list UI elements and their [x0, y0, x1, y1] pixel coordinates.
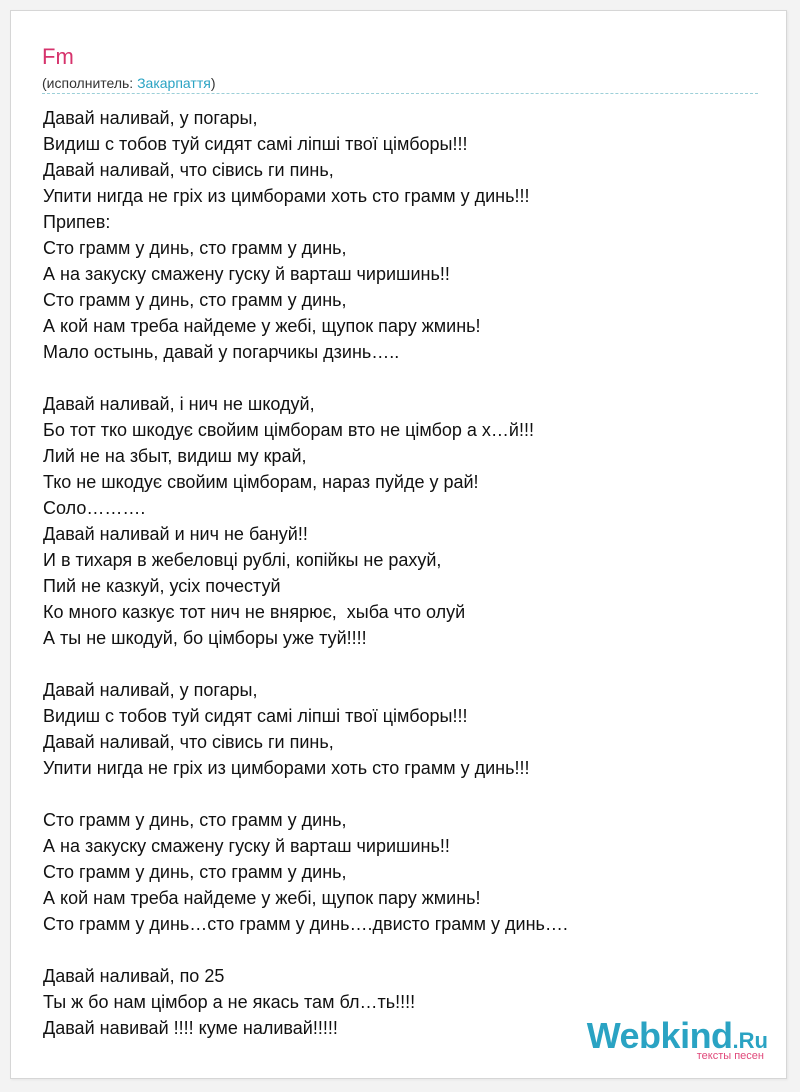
lyric-line: А ты не шкодуй, бо цімборы уже туй!!!! — [43, 628, 367, 648]
lyric-line: Сто грамм у динь, сто грамм у динь, — [43, 238, 347, 258]
lyric-line: Тко не шкодує свойим цімборам, нараз пуйде у рай! — [43, 472, 479, 492]
logo-tagline: тексты песен — [696, 1050, 764, 1062]
logo-wordmark: Webkind — [586, 1015, 733, 1056]
lyric-line: И в тихаря в жебеловці рублі, копійкы не рахуй, — [43, 550, 442, 570]
lyric-line: Лий не на збыт, видиш му край, — [43, 446, 307, 466]
lyric-blank-line — [43, 781, 773, 807]
lyric-line: Давай наливай, что сівись ги пинь, — [43, 160, 334, 180]
lyric-line: Давай наливай, і нич не шкодуй, — [43, 394, 315, 414]
lyric-line: Упити нигда не гріх из цимборами хоть сто грамм у динь!!! — [43, 186, 530, 206]
lyric-blank-line — [43, 651, 773, 677]
lyric-line: Сто грамм у динь, сто грамм у динь, — [43, 862, 347, 882]
site-logo[interactable] — [586, 1015, 768, 1062]
lyric-line: Давай наливай, что сівись ги пинь, — [43, 732, 334, 752]
lyric-line: Видиш с тобов туй сидят самі ліпші твої цімборы!!! — [43, 706, 468, 726]
lyric-line: А на закуску смажену гуску й варташ чиришинь!! — [43, 264, 450, 284]
artist-suffix: ) — [210, 75, 216, 91]
lyric-line: Давай наливай и нич не бануй!! — [43, 524, 308, 544]
lyric-blank-line — [43, 937, 773, 963]
lyric-line: Давай наливай, у погары, — [43, 108, 258, 128]
lyric-line: Давай наливай, по 25 — [43, 966, 225, 986]
lyric-line: Сто грамм у динь…сто грамм у динь….двисто грамм у динь…. — [43, 914, 568, 934]
lyrics-body — [43, 105, 773, 1041]
lyric-line: А кой нам треба найдеме у жебі, щупок пару жминь! — [43, 888, 481, 908]
artist-line — [42, 74, 215, 92]
logo-domain: .Ru — [732, 1028, 768, 1053]
lyric-line: Упити нигда не гріх из цимборами хоть сто грамм у динь!!! — [43, 758, 530, 778]
artist-link[interactable]: Закарпаття — [137, 75, 211, 91]
lyric-line: А на закуску смажену гуску й варташ чиришинь!! — [43, 836, 450, 856]
lyric-line: Сто грамм у динь, сто грамм у динь, — [43, 810, 347, 830]
lyric-line: Ко много казкує тот нич не внярює, хыба что олуй — [43, 602, 466, 622]
song-title: Fm — [42, 44, 74, 69]
dashed-divider — [42, 93, 758, 94]
lyric-line: Сто грамм у динь, сто грамм у динь, — [43, 290, 347, 310]
artist-prefix: (исполнитель: — [42, 75, 138, 91]
lyric-blank-line — [43, 365, 773, 391]
lyric-line: Давай наливай, у погары, — [43, 680, 258, 700]
page-card — [10, 10, 787, 1079]
lyric-line: Бо тот тко шкодує свойим цімборам вто не цімбор а х…й!!! — [43, 420, 534, 440]
lyric-line: Давай навивай !!!! куме наливай!!!!! — [43, 1018, 338, 1038]
lyric-line: Соло………. — [43, 498, 146, 518]
lyric-line: Пий не казкуй, усіх почестуй — [43, 576, 281, 596]
lyric-line: Мало остынь, давай у погарчикы дзинь….. — [43, 342, 400, 362]
lyric-line: Видиш с тобов туй сидят самі ліпші твої цімборы!!! — [43, 134, 468, 154]
lyric-line: Ты ж бо нам цімбор а не якась там бл…ть!!!! — [43, 992, 416, 1012]
lyric-line: Припев: — [43, 212, 111, 232]
lyric-line: А кой нам треба найдеме у жебі, щупок пару жминь! — [43, 316, 481, 336]
